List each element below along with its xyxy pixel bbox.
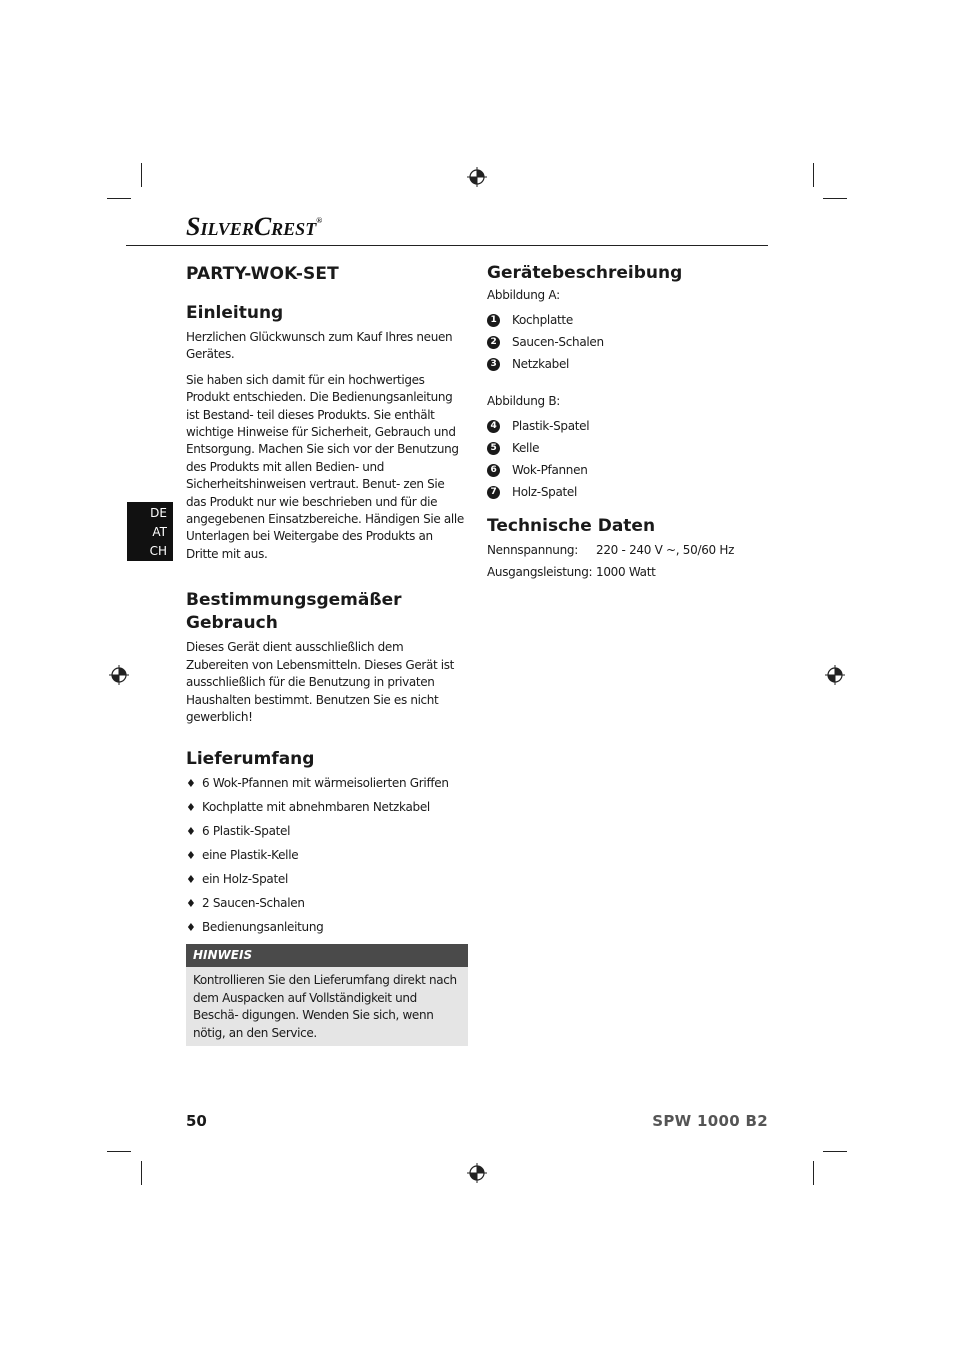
list-item-text: 6 Plastik-Spatel — [202, 824, 291, 839]
part-item — [487, 459, 769, 481]
right-column — [487, 262, 769, 583]
diamond-bullet-icon: ♦ — [186, 849, 196, 863]
diamond-bullet-icon: ♦ — [186, 873, 196, 887]
registration-mark-icon — [467, 167, 487, 187]
list-item-text: 6 Wok-Pfannen mit wärmeisolierten Griffen — [202, 776, 449, 791]
part-label: Saucen-Schalen — [512, 335, 604, 349]
number-badge-icon: 1 — [487, 314, 500, 327]
diamond-bullet-icon: ♦ — [186, 825, 196, 839]
part-item — [487, 353, 769, 375]
part-item — [487, 481, 769, 503]
crop-mark — [823, 1151, 847, 1152]
list-item — [186, 799, 468, 816]
abbildung-a-list — [487, 309, 769, 375]
spec-value: 220 - 240 V ~, 50/60 Hz — [596, 543, 735, 557]
einleitung-paragraph-1: Herzlichen Glückwunsch zum Kauf Ihres neuen Gerätes. — [186, 330, 453, 362]
crop-mark — [823, 198, 847, 199]
crop-mark — [107, 1151, 131, 1152]
registration-mark-icon — [467, 1163, 487, 1183]
spec-value: 1000 Watt — [596, 565, 656, 579]
heading-einleitung: Einleitung — [186, 303, 284, 323]
lang-ch: CH — [149, 544, 167, 558]
diamond-bullet-icon: ♦ — [186, 921, 196, 935]
part-item — [487, 309, 769, 331]
number-badge-icon: 5 — [487, 442, 500, 455]
list-item-text: ein Holz-Spatel — [202, 872, 288, 887]
part-item — [487, 437, 769, 459]
lang-at: AT — [152, 525, 167, 539]
svg-text:SILVERCREST®: SILVERCREST® — [186, 212, 323, 241]
part-item — [487, 415, 769, 437]
part-label: Holz-Spatel — [512, 485, 578, 499]
list-item — [186, 919, 468, 936]
silvercrest-logo — [186, 212, 486, 242]
einleitung-paragraph-2: Sie haben sich damit für ein hochwertiges Produkt entschieden. Die Bedienungsanleitung ist Bestand- teil dieses Produkts. Sie enthält wichtige Hinweise für Sicherheit, Gebrauch und Entsorgung. Machen Sie sich vor der Benutzung des Produkts mit allen Bedien- und Sicherheitshinweisen vertraut. Benut- zen Sie das Produkt nur wie beschrieben und für die angegebenen Einsatzbereiche. Händigen Sie alle Unterlagen bei Weitergabe des Produkts an Dritte mit aus. — [186, 372, 464, 561]
lang-de: DE — [150, 506, 167, 520]
list-item — [186, 823, 468, 840]
number-badge-icon: 6 — [487, 464, 500, 477]
registration-mark-icon — [825, 665, 845, 685]
list-item — [186, 775, 468, 792]
crop-mark — [141, 1161, 142, 1185]
diamond-bullet-icon: ♦ — [186, 777, 196, 791]
language-tab — [127, 502, 173, 561]
heading-lieferumfang: Lieferumfang — [186, 749, 315, 770]
spec-row — [487, 539, 769, 561]
page-title: PARTY-WOK-SET — [186, 264, 339, 284]
part-item — [487, 331, 769, 353]
part-label: Plastik-Spatel — [512, 419, 590, 433]
number-badge-icon: 4 — [487, 420, 500, 433]
abbildung-b-list — [487, 415, 769, 503]
list-item — [186, 871, 468, 888]
part-label: Kelle — [512, 441, 540, 455]
lieferumfang-list — [186, 775, 468, 936]
bestimmung-paragraph: Dieses Gerät dient ausschließlich dem Zubereiten von Lebensmitteln. Dieses Gerät ist ausschließlich für die Benutzung in privaten Haushalten bestimmt. Benutzen Sie es nicht gewerblich! — [186, 640, 455, 724]
section-gap — [186, 734, 468, 748]
crop-mark — [141, 163, 142, 187]
hinweis-text: Kontrollieren Sie den Lieferumfang direkt nach dem Auspacken auf Vollständigkeit und Beschä- digungen. Wenden Sie sich, wenn nötig, an den Service. — [186, 967, 468, 1046]
spec-key: Ausgangsleistung: — [487, 565, 593, 579]
list-item-text: Bedienungsanleitung — [202, 920, 324, 935]
hinweis-label: HINWEIS — [186, 944, 468, 967]
number-badge-icon: 7 — [487, 486, 500, 499]
heading-technische-daten: Technische Daten — [487, 516, 656, 536]
heading-bestimmung: Bestimmungsgemäßer Gebrauch — [186, 590, 402, 634]
spec-table — [487, 539, 769, 583]
spec-key: Nennspannung: — [487, 543, 578, 557]
crop-mark — [813, 1161, 814, 1185]
registration-mark-icon — [109, 665, 129, 685]
heading-geraetebeschreibung: Gerätebeschreibung — [487, 263, 683, 283]
list-item-text: eine Plastik-Kelle — [202, 848, 299, 863]
part-label: Netzkabel — [512, 357, 570, 371]
list-item-text: 2 Saucen-Schalen — [202, 896, 305, 911]
diamond-bullet-icon: ♦ — [186, 801, 196, 815]
part-label: Wok-Pfannen — [512, 463, 588, 477]
crop-mark — [813, 163, 814, 187]
crop-mark — [107, 198, 131, 199]
header-rule — [126, 245, 768, 246]
number-badge-icon: 3 — [487, 358, 500, 371]
page-number: 50 — [186, 1112, 207, 1130]
number-badge-icon: 2 — [487, 336, 500, 349]
abbildung-a-label: Abbildung A: — [487, 288, 560, 302]
left-column — [186, 262, 468, 1046]
list-item — [186, 895, 468, 912]
list-item — [186, 847, 468, 864]
spec-row — [487, 561, 769, 583]
list-item-text: Kochplatte mit abnehmbaren Netzkabel — [202, 800, 430, 815]
part-label: Kochplatte — [512, 313, 573, 327]
abbildung-b-label: Abbildung B: — [487, 394, 561, 408]
diamond-bullet-icon: ♦ — [186, 897, 196, 911]
model-number: SPW 1000 B2 — [652, 1112, 768, 1130]
section-gap — [186, 571, 468, 589]
